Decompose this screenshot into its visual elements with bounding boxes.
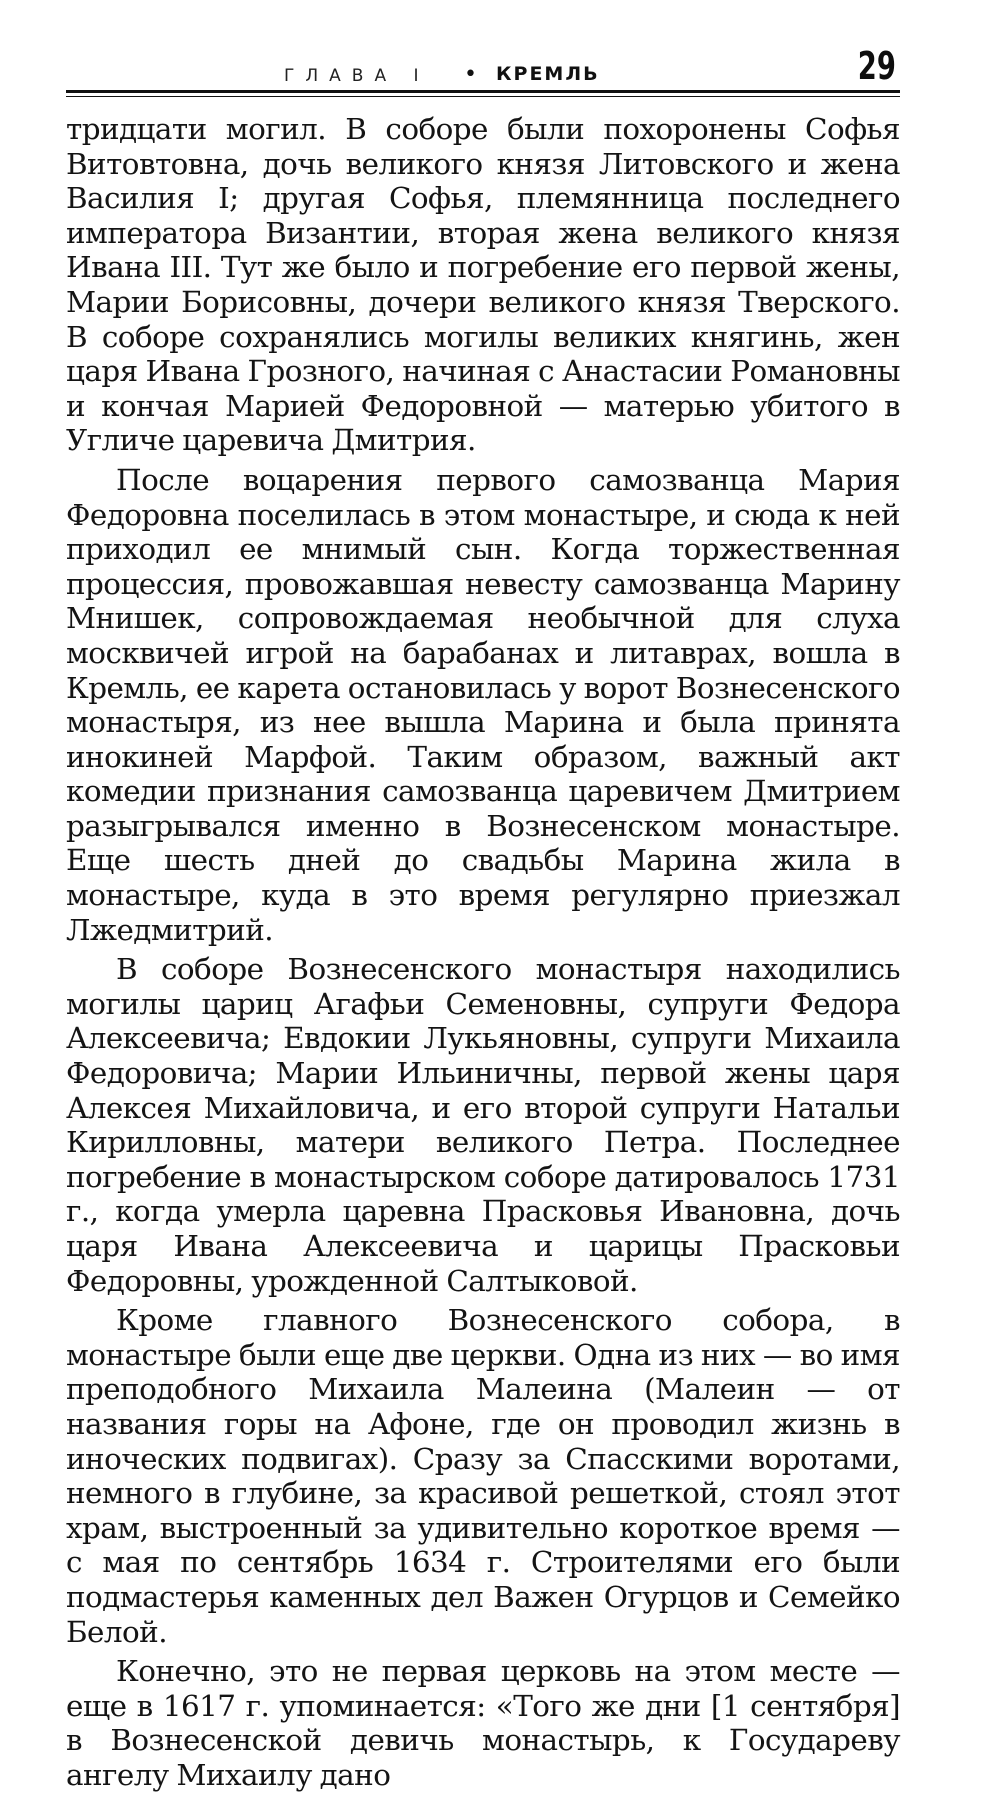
page-number: 29	[857, 44, 896, 88]
header-rule-thick	[66, 90, 900, 93]
paragraph-3: В соборе Вознесенского монастыря находились могилы цариц Агафьи Семеновны, супруги Федора Алексеевича; Евдокии Лукьяновны, супруги Михаила Федоровича; Марии Ильиничны, первой жены царя Алексея Михайловича, и его второй супруги Натальи Кирилловны, матери великого Петра. Последнее погребение в монастырском соборе датировалось 1731 г., когда умерла царевна Прасковья Ивановна, дочь царя Ивана Алексеевича и царицы Прасковьи Федоровны, урожденной Салтыковой.	[66, 952, 900, 1298]
chapter-label: ГЛАВА I	[284, 66, 430, 86]
bullet-separator: •	[464, 62, 477, 87]
chapter-title: КРЕМЛЬ	[496, 63, 600, 85]
paragraph-1: тридцати могил. В соборе были похоронены Софья Витовтовна, дочь великого князя Литовского и жена Василия I; другая Софья, племянница последнего императора Византии, вторая жена великого князя Ивана III. Тут же было и погребение его первой жены, Марии Борисовны, дочери великого князя Тверского. В соборе сохранялись могилы великих княгинь, жен царя Ивана Грозного, начиная с Анастасии Романовны и кончая Марией Федоровной — матерью убитого в Угличе царевича Дмитрия.	[66, 112, 900, 458]
paragraph-5: Конечно, это не первая церковь на этом месте — еще в 1617 г. упоминается: «Того же дни [1 сентября] в Вознесенской девичь монастырь, к Государеву ангелу Михаилу дано	[66, 1654, 900, 1792]
running-head	[66, 44, 900, 88]
header-rule-thin	[66, 96, 900, 97]
paragraph-2: После воцарения первого самозванца Мария Федоровна поселилась в этом монастыре, и сюда к ней приходил ее мнимый сын. Когда торжественная процессия, провожавшая невесту самозванца Марину Мнишек, сопровождаемая необычной для слуха москвичей игрой на барабанах и литаврах, вошла в Кремль, ее карета остановилась у ворот Вознесенского монастыря, из нее вышла Марина и была принята инокиней Марфой. Таким образом, важный акт комедии признания самозванца царевичем Дмитрием разыгрывался именно в Вознесенском монастыре. Еще шесть дней до свадьбы Марина жила в монастыре, куда в это время регулярно приезжал Лжедмитрий.	[66, 462, 900, 947]
body-text	[66, 112, 900, 1793]
paragraph-4: Кроме главного Вознесенского собора, в монастыре были еще две церкви. Одна из них — во имя преподобного Михаила Малеина (Малеин — от названия горы на Афоне, где он проводил жизнь в иноческих подвигах). Сразу за Спасскими воротами, немного в глубине, за красивой решеткой, стоял этот храм, выстроенный за удивительно короткое время — с мая по сентябрь 1634 г. Строителями его были подмастерья каменных дел Важен Огурцов и Семейко Белой.	[66, 1303, 900, 1649]
